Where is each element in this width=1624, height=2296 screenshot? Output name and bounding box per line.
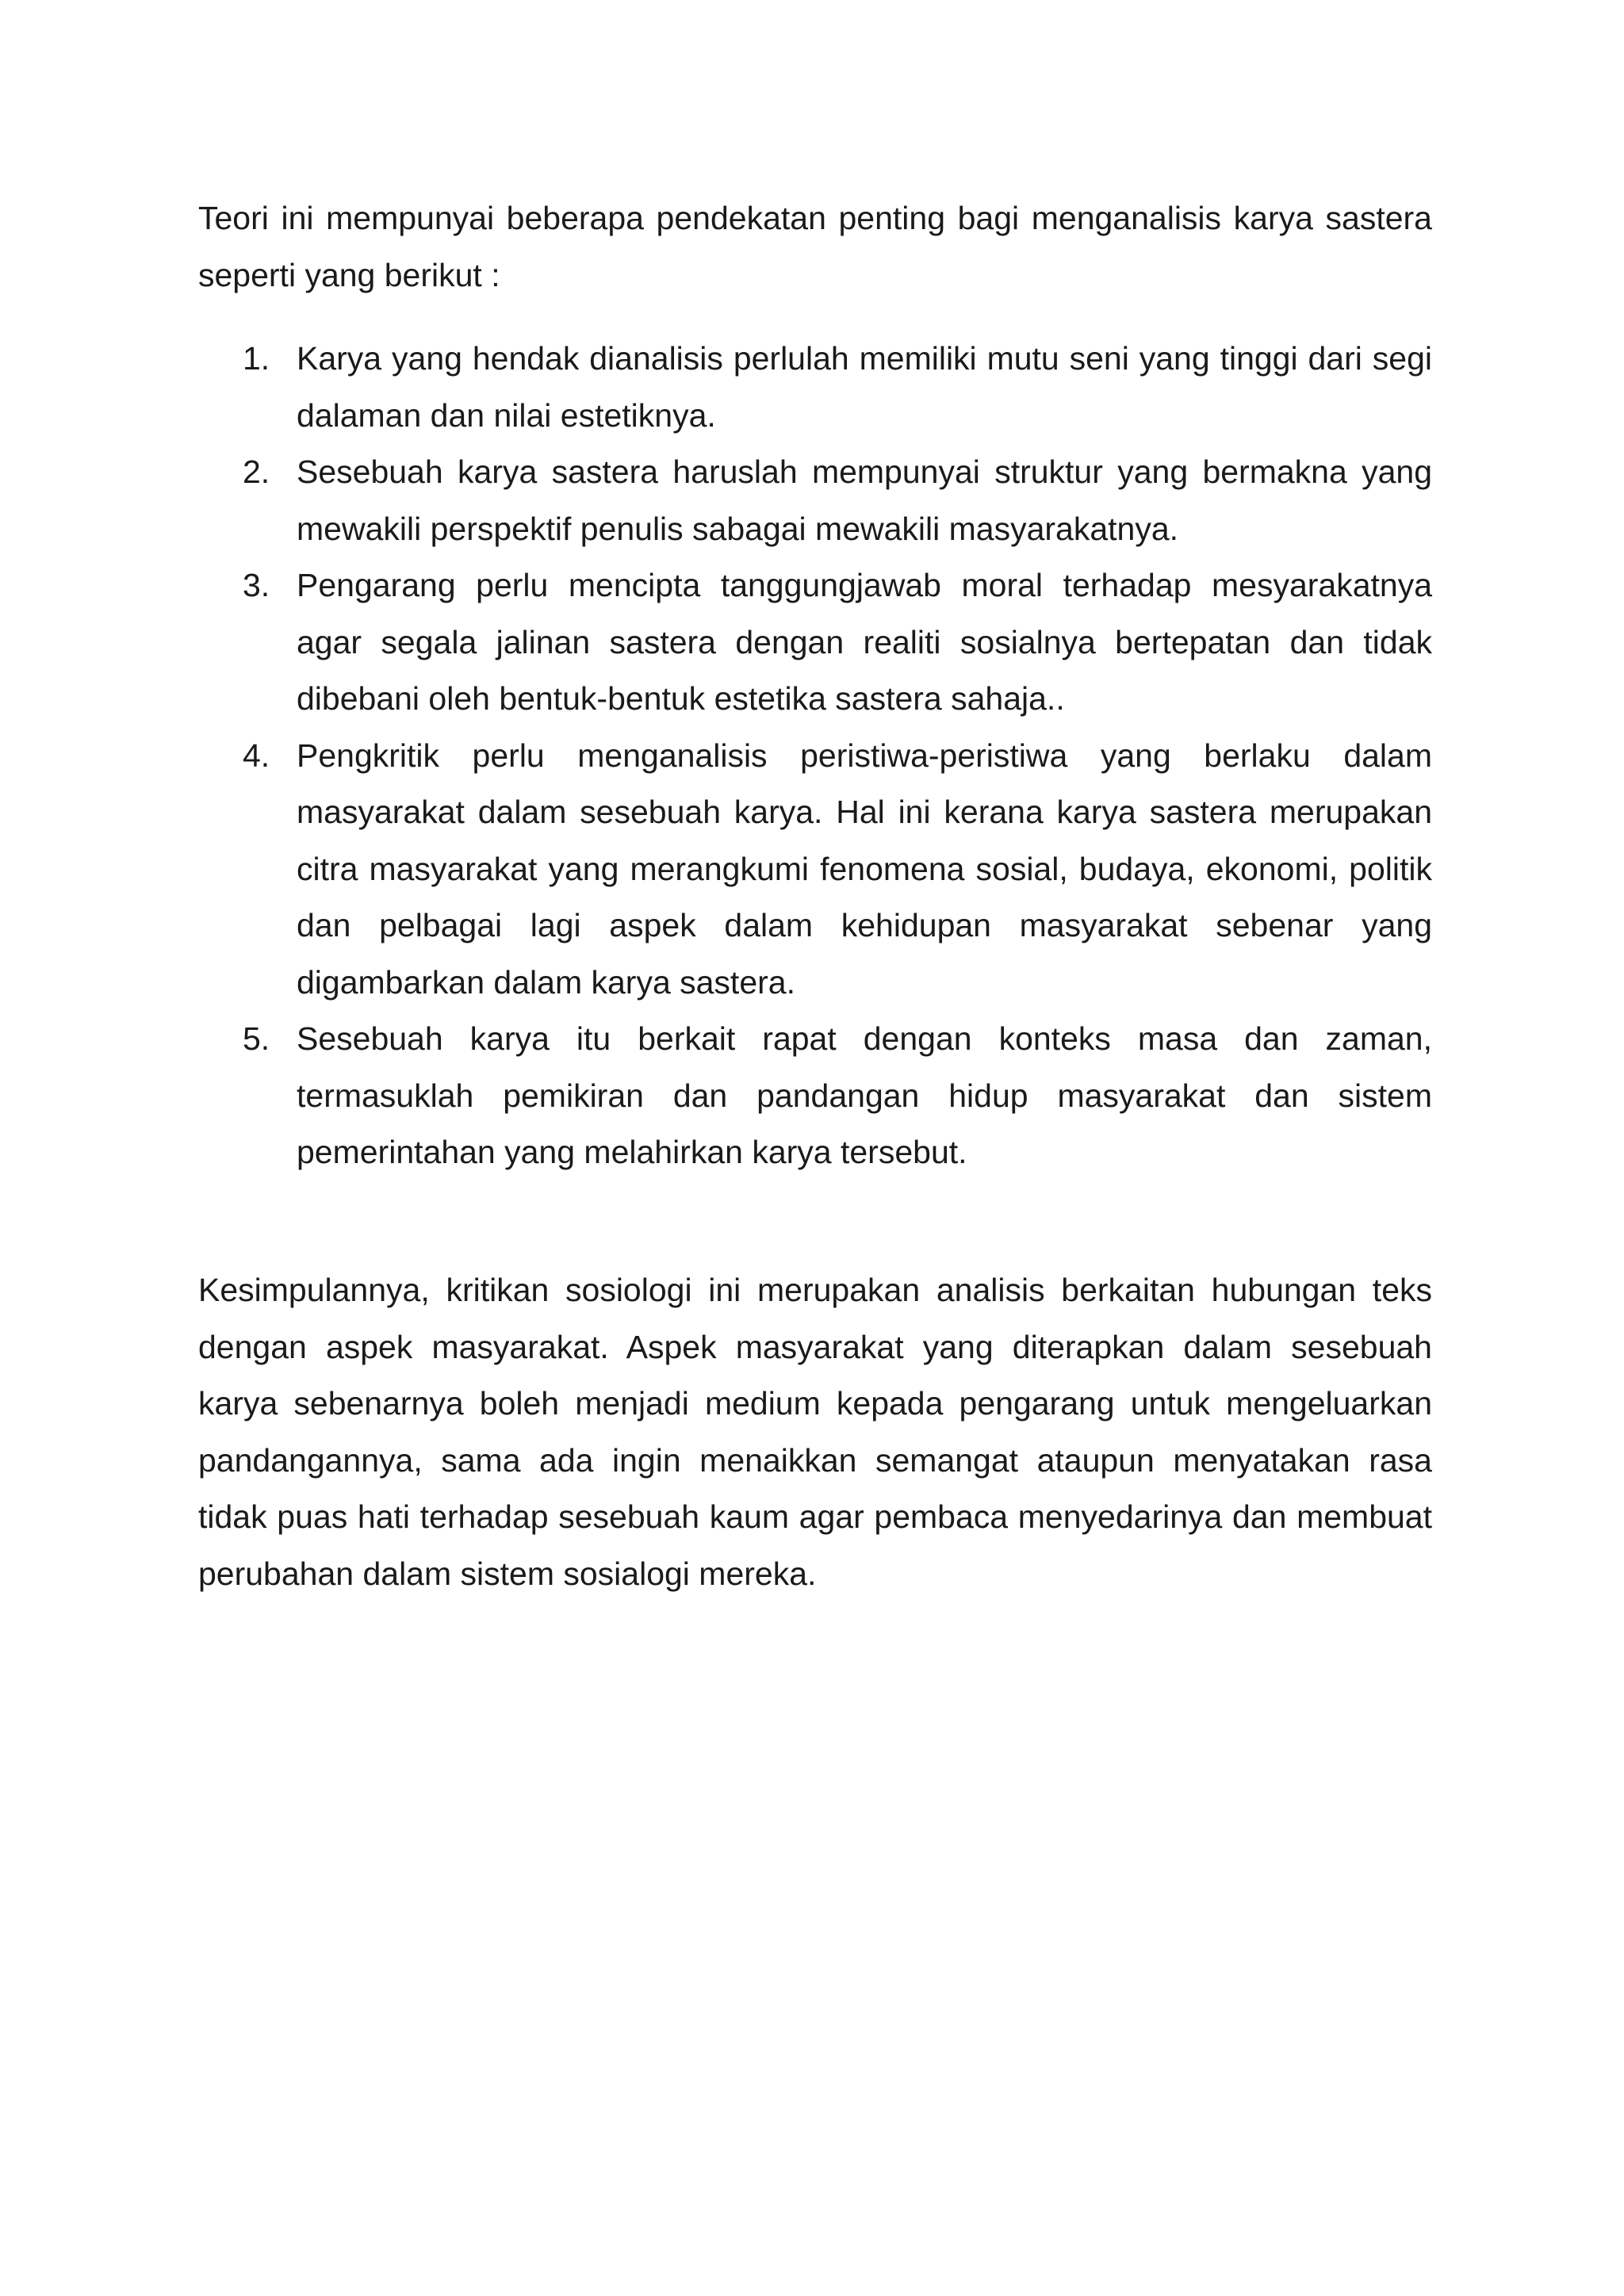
list-item-number: 1. — [243, 340, 270, 377]
conclusion-paragraph: Kesimpulannya, kritikan sosiologi ini merupakan analisis berkaitan hubungan teks dengan aspek masyarakat. Aspek masyarakat yang diterapkan dalam sesebuah karya sebenarnya boleh menjadi medium kepada pengarang untuk mengeluarkan pandangannya, sama ada ingin menaikkan semangat ataupun menyatakan rasa tidak puas hati terhadap sesebuah kaum agar pembaca menyedarinya dan membuat perubahan dalam sistem sosialogi mereka. — [198, 1272, 1432, 1592]
approach-list — [198, 331, 1432, 1181]
list-item — [198, 444, 1432, 557]
list-item-number: 2. — [243, 453, 270, 490]
intro-paragraph: Teori ini mempunyai beberapa pendekatan penting bagi menganalisis karya sastera seperti yang berikut : — [198, 200, 1432, 293]
list-item-number: 5. — [243, 1020, 270, 1057]
list-item-text: Sesebuah karya sastera haruslah mempunyai struktur yang bermakna yang mewakili perspektif penulis sabagai mewakili masyarakatnya. — [297, 453, 1432, 547]
list-item-number: 4. — [243, 737, 270, 774]
list-item-text: Pengarang perlu mencipta tanggungjawab moral terhadap mesyarakatnya agar segala jalinan sastera dengan realiti sosialnya bertepatan dan tidak dibebani oleh bentuk-bentuk estetika sastera sahaja.. — [297, 567, 1432, 717]
list-item-text: Pengkritik perlu menganalisis peristiwa-peristiwa yang berlaku dalam masyarakat dalam sesebuah karya. Hal ini kerana karya sastera merupakan citra masyarakat yang merangkumi fenomena sosial, budaya, ekonomi, politik dan pelbagai lagi aspek dalam kehidupan masyarakat sebenar yang digambarkan dalam karya sastera. — [297, 737, 1432, 1001]
list-item — [198, 728, 1432, 1012]
list-item-text: Sesebuah karya itu berkait rapat dengan konteks masa dan zaman, termasuklah pemikiran dan pandangan hidup masyarakat dan sistem pemerintahan yang melahirkan karya tersebut. — [297, 1020, 1432, 1170]
list-item-number: 3. — [243, 567, 270, 603]
list-item — [198, 557, 1432, 728]
list-item — [198, 331, 1432, 444]
list-item-text: Karya yang hendak dianalisis perlulah memiliki mutu seni yang tinggi dari segi dalaman dan nilai estetiknya. — [297, 340, 1432, 434]
list-item — [198, 1011, 1432, 1181]
